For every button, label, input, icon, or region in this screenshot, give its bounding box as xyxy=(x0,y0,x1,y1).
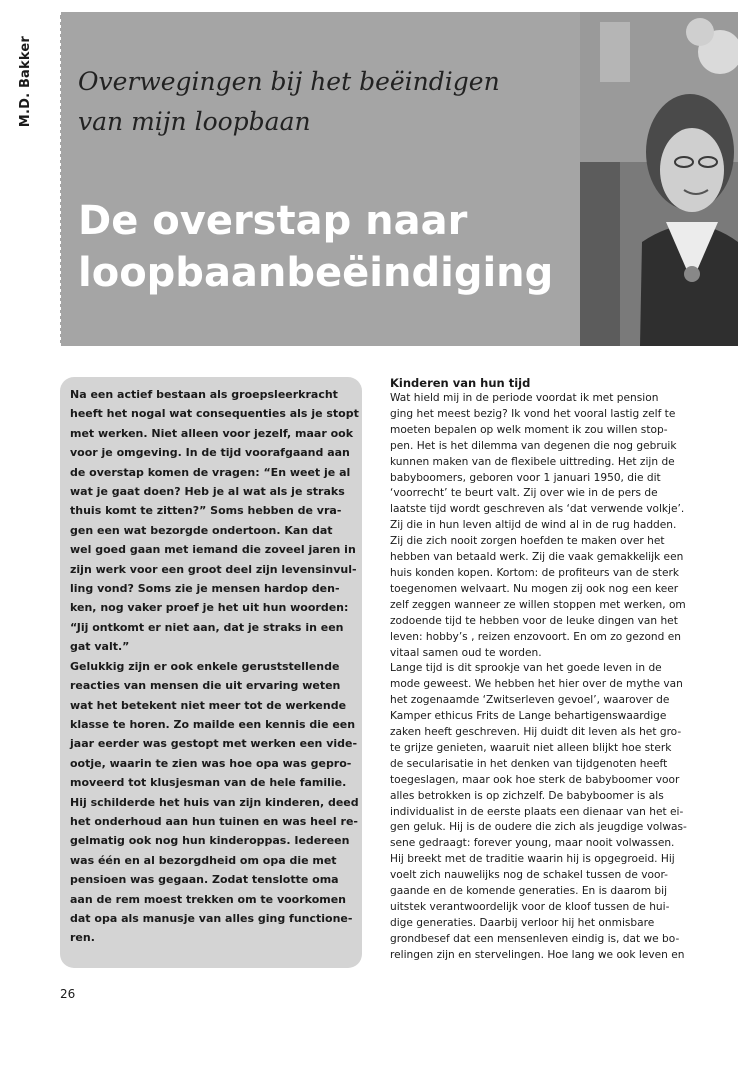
subtitle-line: van mijn loopbaan xyxy=(78,107,311,136)
body-line: toegeslagen, maar ook hoe sterk de babyboomer voor xyxy=(390,773,680,786)
body-line: Zij die zich nooit zorgen hoefden te maken over het xyxy=(390,535,665,548)
intro-line: ling vond? Soms zie je mensen hardop den- xyxy=(70,582,340,596)
body-line: zelf zeggen wanneer ze willen stoppen met werken, om xyxy=(390,598,686,611)
body-line: zodoende tijd te hebben voor de leuke dingen van het xyxy=(390,614,678,627)
body-line: grondbesef dat een mensenleven eindig is, dat we bo- xyxy=(390,932,680,945)
body-line: kunnen maken van de flexibele uittreding. Het zijn de xyxy=(390,455,675,468)
body-line: Zij die in hun leven altijd de wind al in de rug hadden. xyxy=(390,519,677,532)
intro-line: dat opa als manusje van alles ging functione- xyxy=(70,911,353,925)
intro-line: het onderhoud aan hun tuinen en was heel re- xyxy=(70,814,358,828)
intro-line: klasse te horen. Zo mailde een kennis die een xyxy=(70,717,356,731)
article-title xyxy=(78,195,578,299)
author-name: M.D. Bakker xyxy=(18,36,33,128)
author-photo-image xyxy=(580,12,738,346)
body-line: gaande en de komende generaties. En is daarom bij xyxy=(390,885,668,898)
title-line: loopbaanbeëindiging xyxy=(78,250,554,296)
body-line: de secularisatie in het denken van tijdgenoten heeft xyxy=(390,757,668,770)
body-line: vitaal samen oud te worden. xyxy=(390,646,542,659)
body-line: voelt zich nauwelijks nog de schakel tussen de voor- xyxy=(390,869,668,882)
body-line: ‘voorrecht’ te beurt valt. Zij over wie in de pers de xyxy=(390,487,658,500)
body-line: hebben van betaald werk. Zij die vaak gemakkelijk een xyxy=(390,551,684,564)
body-line: pen. Het is het dilemma van degenen die nog gebruik xyxy=(390,439,677,452)
body-line: mode geweest. We hebben het hier over de mythe van xyxy=(390,678,683,691)
intro-line: Hij schilderde het huis van zijn kinderen, deed xyxy=(70,795,359,809)
intro-line: wat je gaat doen? Heb je al wat als je straks xyxy=(70,485,345,499)
intro-line: voor je omgeving. In de tijd voorafgaand aan xyxy=(70,446,350,460)
article-subtitle xyxy=(78,62,558,142)
dotted-divider xyxy=(58,12,61,346)
intro-line: ootje, waarin te zien was hoe opa was gepro- xyxy=(70,756,352,770)
intro-line: heeft het nogal wat consequenties als je stopt xyxy=(70,407,359,421)
body-line: Hij breekt met de traditie waarin hij is opgegroeid. Hij xyxy=(390,853,675,866)
intro-line: gen een wat bezorgde ondertoon. Kan dat xyxy=(70,523,333,537)
intro-line: “Jij ontkomt er niet aan, dat je straks in een xyxy=(70,620,344,634)
section-body xyxy=(390,391,695,964)
body-line: sene gedraagt: forever young, maar nooit volwassen. xyxy=(390,837,675,850)
subtitle-line: Overwegingen bij het beëindigen xyxy=(78,67,500,96)
body-line: Wat hield mij in de periode voordat ik met pension xyxy=(390,392,659,404)
body-line: individualist in de eerste plaats een dienaar van het ei- xyxy=(390,805,684,818)
body-line: zaken heeft geschreven. Hij duidt dit leven als het gro- xyxy=(390,726,682,739)
intro-line: pensioen was gegaan. Zodat tenslotte oma xyxy=(70,873,339,887)
intro-line: ken, nog vaker proef je het uit hun woorden: xyxy=(70,601,349,615)
intro-line: Na een actief bestaan als groepsleerkracht xyxy=(70,388,338,401)
body-line: moeten bepalen op welk moment ik zou willen stop- xyxy=(390,423,668,436)
body-line: gen geluk. Hij is de oudere die zich als jeugdige volwas- xyxy=(390,821,687,834)
intro-line: Gelukkig zijn er ook enkele geruststellende xyxy=(70,659,340,673)
page-number: 26 xyxy=(60,987,76,1001)
intro-line: moveerd tot klusjesman van de hele familie. xyxy=(70,776,347,790)
body-line: uitstek verantwoordelijk voor de kloof tussen de hui- xyxy=(390,901,670,913)
intro-line: wat het betekent niet meer tot de werkende xyxy=(70,698,347,712)
body-line: Kamper ethicus Frits de Lange behartigenswaardige xyxy=(390,710,667,723)
body-line: te grijze genieten, waaruit niet alleen blijkt hoe sterk xyxy=(390,741,672,754)
body-line: relingen zijn en stervelingen. Hoe lang we ook leven en xyxy=(390,948,685,961)
intro-paragraph xyxy=(70,385,359,948)
intro-line: gelmatig ook nog hun kinderoppas. Iedereen xyxy=(70,834,350,848)
intro-line: reacties van mensen die uit ervaring weten xyxy=(70,679,341,693)
intro-line: aan de rem moest trekken om te voorkomen xyxy=(70,892,346,906)
body-line: babyboomers, geboren voor 1 januari 1950, die dit xyxy=(390,471,661,484)
intro-line: met werken. Niet alleen voor jezelf, maar ook xyxy=(70,426,354,440)
author-photo xyxy=(580,12,738,346)
intro-line: zijn werk voor een groot deel zijn levensinvul- xyxy=(70,562,357,576)
intro-line: was één en al bezorgdheid om opa die met xyxy=(70,853,337,867)
body-line: huis konden kopen. Kortom: de profiteurs van de sterk xyxy=(390,566,679,579)
body-line: laatste tijd wordt geschreven als ‘dat verwende volkje’. xyxy=(390,503,685,516)
intro-line: thuis komt te zitten?” Soms hebben de vra- xyxy=(70,504,342,518)
body-line: Lange tijd is dit sprookje van het goede leven in de xyxy=(390,662,662,675)
body-line: toegenomen welvaart. Nu mogen zij ook nog een keer xyxy=(390,582,679,595)
title-line: De overstap naar xyxy=(78,198,468,244)
body-line: dige generaties. Daarbij verloor hij het onmisbare xyxy=(390,916,655,929)
intro-line: ren. xyxy=(70,931,95,945)
body-line: ging het meest bezig? Ik vond het vooral lastig zelf te xyxy=(390,407,676,420)
intro-line: gat valt.” xyxy=(70,640,130,654)
intro-line: jaar eerder was gestopt met werken een vide- xyxy=(70,737,358,751)
intro-line: wel goed gaan met iemand die zoveel jaren in xyxy=(70,543,356,557)
body-line: het zogenaamde ‘Zwitserleven gevoel’, waarover de xyxy=(390,694,670,707)
body-line: leven: hobby’s , reizen enzovoort. En om zo gezond en xyxy=(390,630,681,643)
section-heading: Kinderen van hun tijd xyxy=(390,376,531,390)
intro-line: de overstap komen de vragen: “En weet je al xyxy=(70,465,351,479)
body-line: alles betrokken is op zichzelf. De babyboomer is als xyxy=(390,789,664,802)
